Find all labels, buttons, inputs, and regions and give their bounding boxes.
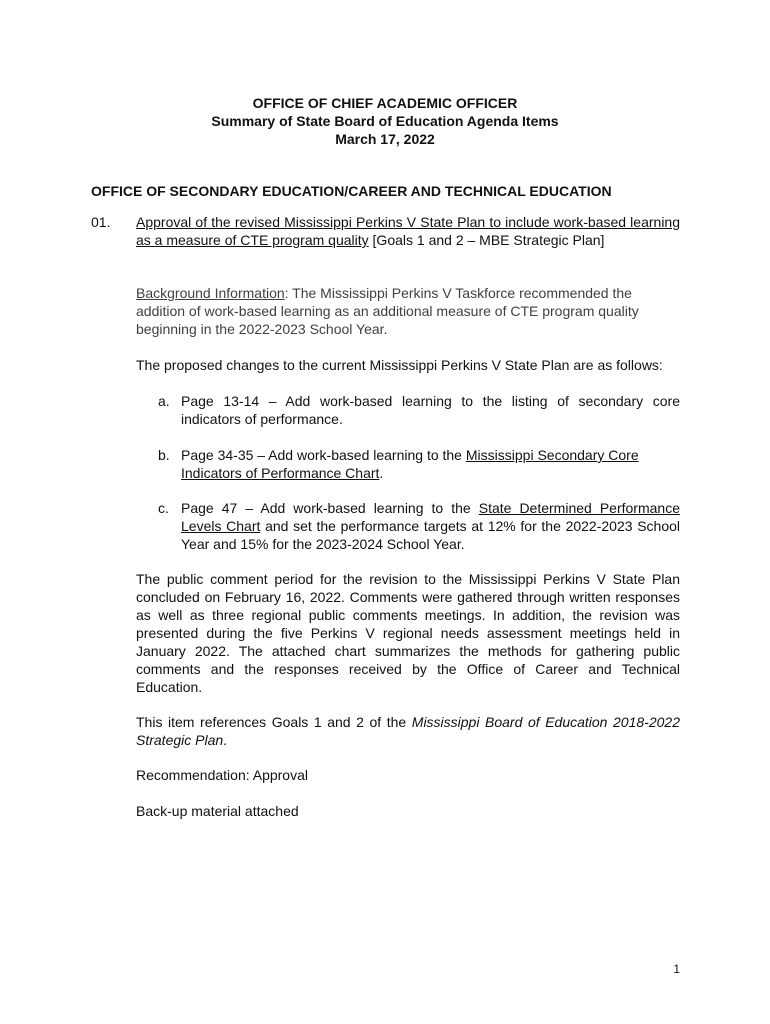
- list-item-text: [181, 499, 680, 553]
- meeting-date: March 17, 2022: [335, 131, 435, 147]
- page-number: 1: [673, 962, 680, 976]
- list-item-post: and set the performance targets at 12% for the 2022-2023 School Year and 15% for the 2023-2024 School Year.: [181, 518, 680, 552]
- backup-material: Back-up material attached: [136, 803, 299, 819]
- office-title: OFFICE OF CHIEF ACADEMIC OFFICER: [252, 95, 518, 111]
- recommendation: Recommendation: Approval: [136, 767, 308, 783]
- background-label: Background Information: [136, 285, 285, 301]
- item-title-underlined: Approval of the revised Mississippi Perkins V State Plan to include work-based learning as a measure of CTE program quality: [136, 214, 680, 248]
- list-marker: b.: [158, 447, 170, 463]
- list-item-text: [181, 446, 680, 482]
- list-marker: a.: [158, 393, 170, 409]
- goals-reference-post: .: [223, 732, 228, 748]
- public-comment-paragraph: The public comment period for the revision to the Mississippi Perkins V State Plan concluded on February 16, 2022. Comments were gathered through written responses as well as three regional public comments meetings. In addition, the revision was presented during the five Perkins V regional needs assessment meetings held in January 2022. The attached chart summarizes the methods for gathering public comments and the responses received by the Office of Career and Technical Education.: [136, 571, 680, 695]
- item-title: [136, 213, 680, 249]
- list-item: [158, 499, 680, 553]
- section-heading: OFFICE OF SECONDARY EDUCATION/CAREER AND TECHNICAL EDUCATION: [91, 183, 612, 199]
- strategic-plan-title: Mississippi Board of Education 2018-2022 Strategic Plan: [136, 714, 680, 748]
- list-item: [158, 392, 680, 428]
- list-marker: c.: [158, 500, 169, 516]
- background-text: : The Mississippi Perkins V Taskforce recommended the addition of work-based learning as an additional measure of CTE program quality beginning in the 2022-2023 School Year.: [136, 285, 639, 337]
- background-information: [136, 284, 680, 338]
- goals-reference: [136, 713, 680, 749]
- secondary-core-indicators-chart-ref: Mississippi Secondary Core Indicators of Performance Chart: [181, 447, 639, 481]
- performance-levels-chart-ref: State Determined Performance Levels Chart: [181, 500, 680, 534]
- list-item-pre: Page 34-35 – Add work-based learning to the: [181, 447, 466, 463]
- item-title-goals: [Goals 1 and 2 – MBE Strategic Plan]: [368, 232, 605, 248]
- summary-title: Summary of State Board of Education Agenda Items: [211, 113, 559, 129]
- changes-intro: The proposed changes to the current Mississippi Perkins V State Plan are as follows:: [136, 357, 663, 373]
- goals-reference-pre: This item references Goals 1 and 2 of the: [136, 714, 412, 730]
- list-item: [158, 446, 680, 482]
- item-number: 01.: [91, 214, 111, 230]
- list-item-pre: Page 47 – Add work-based learning to the: [181, 500, 479, 516]
- list-item-post: .: [379, 465, 384, 481]
- list-item-text: Page 13-14 – Add work-based learning to the listing of secondary core indicators of performance.: [181, 393, 680, 427]
